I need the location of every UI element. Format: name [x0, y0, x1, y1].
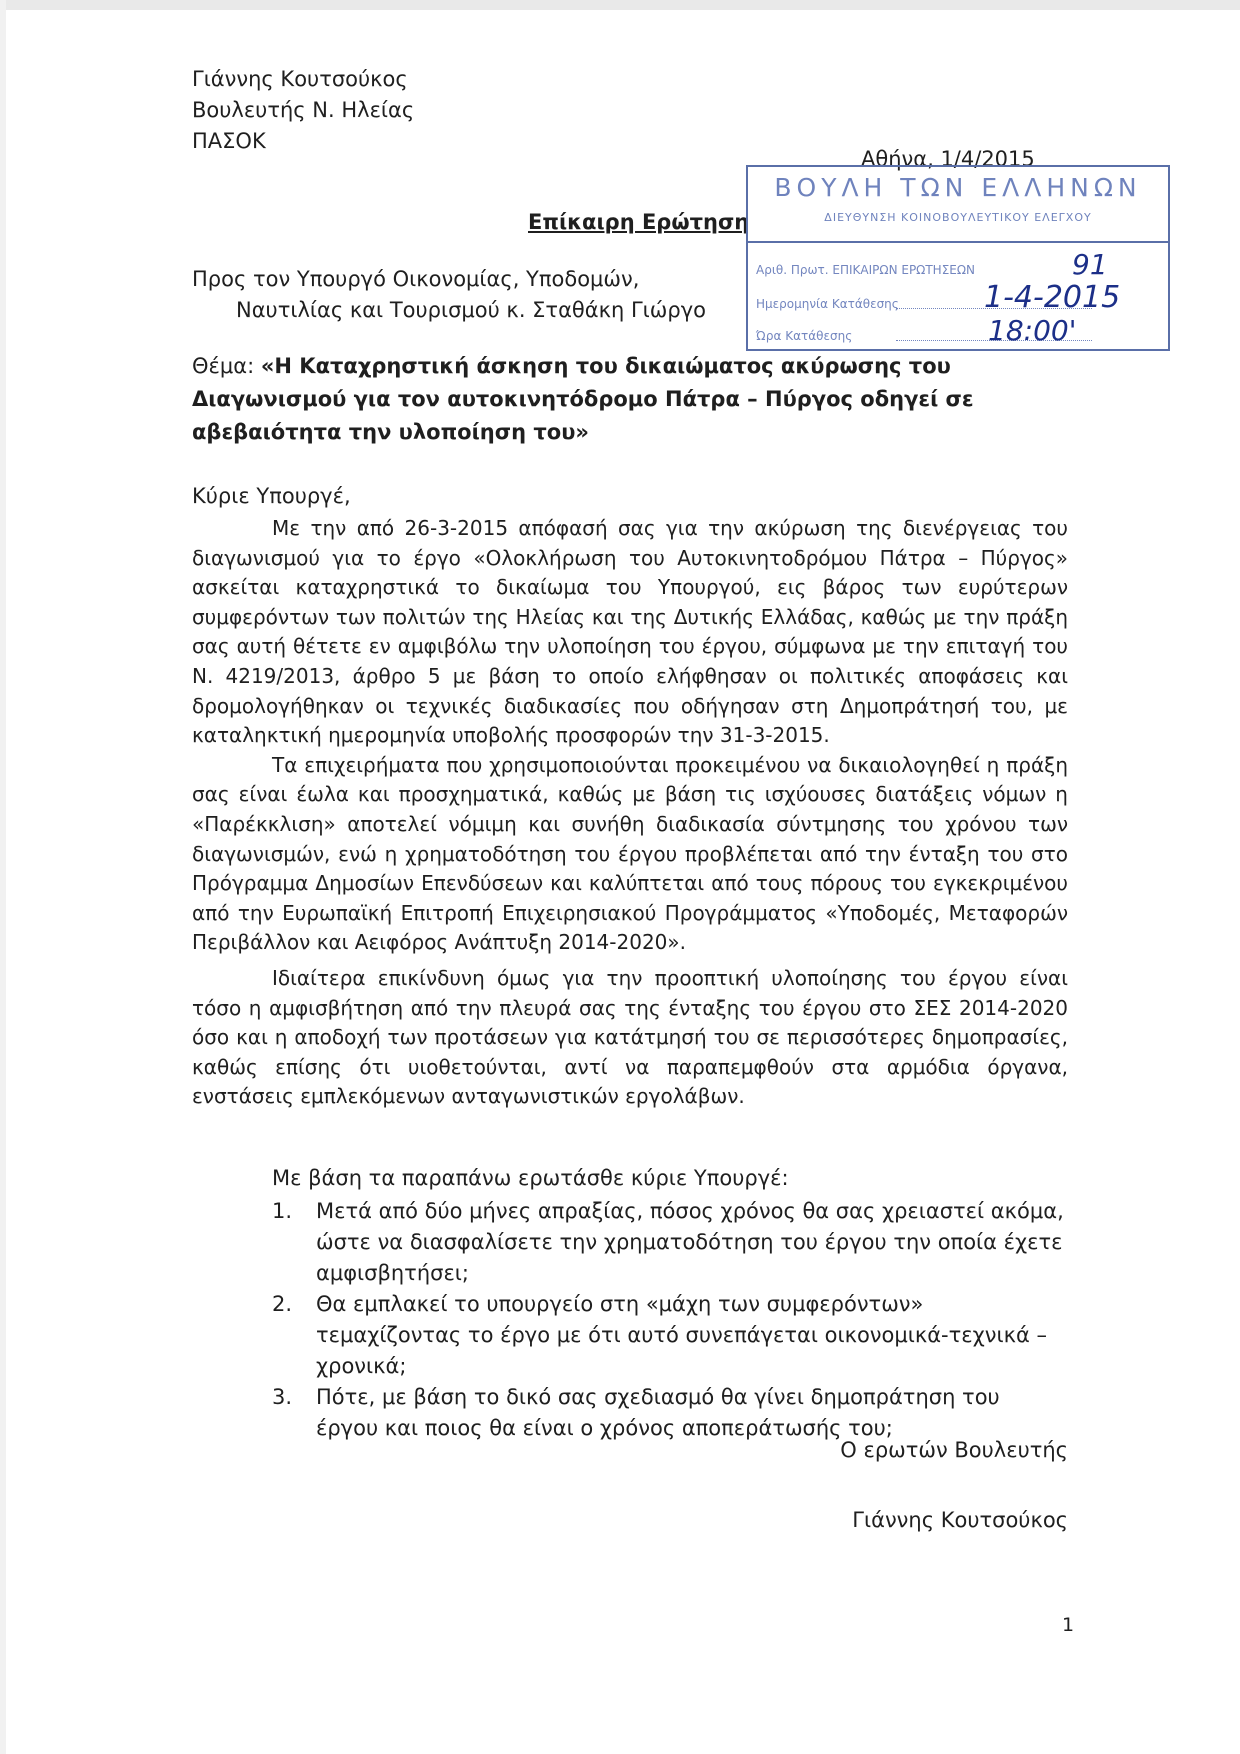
question-item [272, 1289, 1068, 1382]
subject [192, 350, 1072, 449]
recipient-line-1: Προς τον Υπουργό Οικονομίας, Υποδομών, [192, 267, 640, 291]
sender-name: Γιάννης Κουτσούκος [192, 67, 408, 91]
stamp-title: ΒΟΥΛΗ ΤΩΝ ΕΛΛΗΝΩΝ [774, 173, 1142, 202]
recipient-line-2: Ναυτιλίας και Τουρισμού κ. Σταθάκη Γιώργο [236, 298, 706, 322]
subject-text: «Η Καταχρηστική άσκηση του δικαιώματος ακύρωσης του Διαγωνισμού για τον αυτοκινητόδρομο Πάτρα – Πύργος οδηγεί σε αβεβαιότητα την υλοποίηση του» [192, 354, 974, 444]
question-text: Πότε, με βάση το δικό σας σχεδιασμό θα γίνει δημοπράτηση του έργου και ποιος θα είναι ο χρόνος αποπεράτωσής του; [316, 1385, 1000, 1440]
scan-shadow-top [0, 0, 1240, 10]
document-type: Επίκαιρη Ερώτηση [528, 210, 750, 234]
question-text: Θα εμπλακεί το υπουργείο στη «μάχη των συμφερόντων» τεμαχίζοντας το έργο με ότι αυτό συνεπάγεται οικονομικά-τεχνικά – χρονικά; [316, 1292, 1047, 1378]
salutation: Κύριε Υπουργέ, [192, 484, 351, 508]
closing: Ο ερωτών Βουλευτής [840, 1438, 1068, 1462]
stamp-divider [748, 241, 1168, 243]
question-item [272, 1382, 1068, 1444]
stamp-date-value: 1-4-2015 [984, 280, 1121, 315]
page-number: 1 [1062, 1614, 1075, 1636]
stamp-protocol-label: Αριθ. Πρωτ. ΕΠΙΚΑΙΡΩΝ ΕΡΩΤΗΣΕΩΝ [756, 263, 976, 277]
signature-name: Γιάννης Κουτσούκος [852, 1508, 1068, 1532]
recipient-block [192, 264, 706, 326]
stamp-row-time [756, 315, 1162, 349]
stamp-time-value: 18:00' [988, 314, 1077, 347]
question-number: 1. [272, 1199, 293, 1223]
paragraph: Με την από 26-3-2015 απόφασή σας για την ακύρωση της διενέργειας του διαγωνισμού για το έργο «Ολοκλήρωση του Αυτοκινητοδρόμου Πάτρα – Πύργος» ασκείται καταχρηστικά το δικαίωμα του Υπουργού, εις βάρος των ευρύτερων συμφερόντων των πολιτών της Ηλείας και της Δυτικής Ελλάδας, καθώς με την πράξη σας αυτή θέτετε εν αμφιβόλω την υλοποίηση του έργου, σύμφωνα με την επιταγή του Ν. 4219/2013, άρθρο 5 με βάση το οποίο ελήφθησαν οι πολιτικές αποφάσεις και δρομολογήθηκαν οι τεχνικές διαδικασίες που οδήγησαν στη Δημοπράτησή του, με καταληκτική ημερομηνία υποβολής προσφορών την 31-3-2015. [192, 516, 1068, 748]
place-date: Αθήνα, 1/4/2015 [861, 147, 1035, 171]
scan-shadow-left [0, 0, 6, 1754]
question-number: 2. [272, 1292, 293, 1316]
registration-stamp [746, 165, 1170, 351]
stamp-row-protocol [756, 249, 1162, 283]
stamp-subtitle: ΔΙΕΥΘΥΝΣΗ ΚΟΙΝΟΒΟΥΛΕΥΤΙΚΟΥ ΕΛΕΓΧΟΥ [824, 211, 1092, 224]
sender-title: Βουλευτής Ν. Ηλείας [192, 98, 415, 122]
question-item [272, 1196, 1068, 1289]
stamp-row-date [756, 280, 1162, 317]
stamp-protocol-value: 91 [1072, 248, 1108, 281]
question-text: Μετά από δύο μήνες απραξίας, πόσος χρόνος θα σας χρειαστεί ακόμα, ώστε να διασφαλίσετε την χρηματοδότηση του έργου την οποία έχετε αμφισβητήσει; [316, 1199, 1064, 1285]
sender-party: ΠΑΣΟΚ [192, 129, 266, 153]
stamp-time-label: Ώρα Κατάθεσης [756, 329, 853, 343]
question-number: 3. [272, 1385, 293, 1409]
paragraph: Ιδιαίτερα επικίνδυνη όμως για την προοπτική υλοποίησης του έργου είναι τόσο η αμφισβήτηση από την πλευρά σας της ένταξης του έργου στο ΣΕΣ 2014-2020 όσο και η αποδοχή των προτάσεων για κατάτμησή του σε περισσότερες δημοπρασίες, καθώς επίσης ότι υιοθετούνται, αντί να παραπεμφθούν στα αρμόδια όργανα, ενστάσεις εμπλεκόμενων ανταγωνιστικών εργολάβων. [192, 965, 1068, 1109]
sender-block [192, 64, 414, 157]
body-text [192, 514, 1068, 1112]
questions-list [272, 1196, 1068, 1444]
paragraph: Τα επιχειρήματα που χρησιμοποιούνται προκειμένου να δικαιολογηθεί η πράξη σας είναι έωλα και προσχηματικά, καθώς με βάση τις ισχύουσες διατάξεις νόμων η «Παρέκκλιση» αποτελεί νόμιμη και συνήθη διαδικασία σύντμησης του χρόνου των διαγωνισμών, ενώ η χρηματοδότηση του έργου προβλέπεται από την ένταξη του στο Πρόγραμμα Δημοσίων Επενδύσεων και καλύπτεται από τους πόρους του εγκεκριμένου από την Ευρωπαϊκή Επιτροπή Επιχειρησιακού Προγράμματος «Υποδομές, Μεταφορών Περιβάλλον και Αειφόρος Ανάπτυξη 2014-2020». [192, 752, 1068, 955]
subject-label: Θέμα: [192, 354, 261, 378]
questions-intro: Με βάση τα παραπάνω ερωτάσθε κύριε Υπουργέ: [272, 1166, 789, 1190]
stamp-date-label: Ημερομηνία Κατάθεσης [756, 297, 899, 311]
